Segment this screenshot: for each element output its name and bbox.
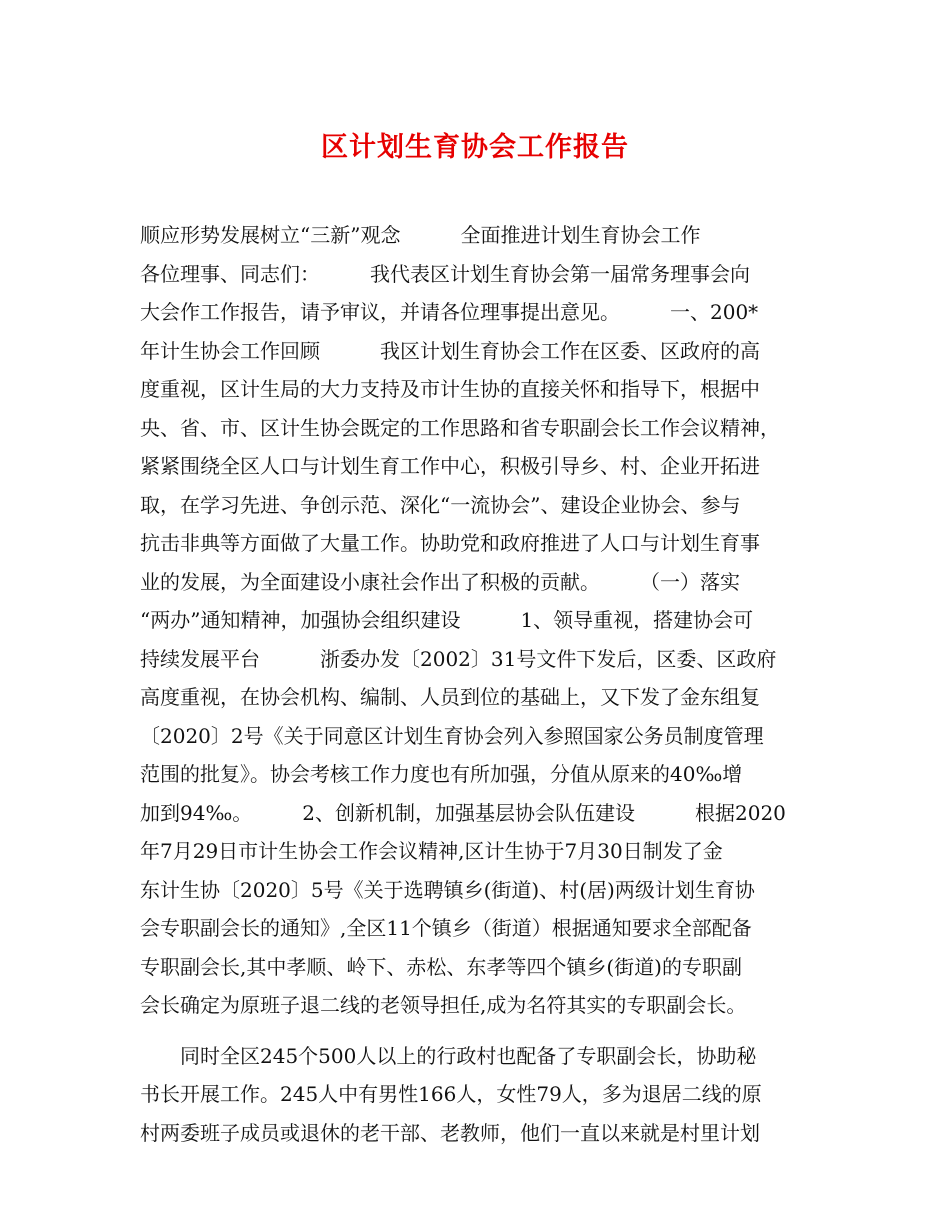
- body-line: 范围的批复》。协会考核工作力度也有所加强，分值从原来的40‰增: [140, 762, 743, 786]
- body-line: 高度重视，在协会机构、编制、人员到位的基础上，又下发了金东组复: [140, 685, 760, 709]
- body-line: 会长确定为原班子退二线的老领导担任,成为名符其实的专职副会长。: [140, 993, 747, 1017]
- body-line: 村两委班子成员或退休的老干部、老教师，他们一直以来就是村里计划: [140, 1120, 760, 1145]
- body-line: 大会作工作报告，请予审议，并请各位理事提出意见。 一、200*: [140, 300, 759, 324]
- body-line: 〔2020〕2号《关于同意区计划生育协会列入参照国家公务员制度管理: [140, 723, 764, 748]
- body-line: 持续发展平台 浙委办发〔2002〕31号文件下发后，区委、区政府: [140, 646, 777, 671]
- body-line: 抗击非典等方面做了大量工作。协助党和政府推进了人口与计划生育事: [140, 531, 760, 555]
- body-line: 专职副会长,其中孝顺、岭下、赤松、东孝等四个镇乡(街道)的专职副: [140, 954, 742, 979]
- body-line: 会专职副会长的通知》,全区11个镇乡（街道）根据通知要求全部配备: [140, 916, 752, 940]
- body-line: 业的发展，为全面建设小康社会作出了积极的贡献。 （一）落实: [140, 569, 740, 594]
- body-line: 书长开展工作。245人中有男性166人，女性79人，多为退居二线的原: [140, 1082, 762, 1106]
- body-line: 年计生协会工作回顾 我区计划生育协会工作在区委、区政府的高: [140, 338, 760, 363]
- body-line: 顺应形势发展树立“三新”观念 全面推进计划生育协会工作: [140, 223, 701, 247]
- body-line: “两办”通知精神，加强协会组织建设 1、领导重视，搭建协会可: [140, 608, 754, 632]
- body-line: 年7月29日市计生协会工作会议精神,区计生协于7月30日制发了金: [140, 839, 723, 863]
- body-line: 度重视，区计生局的大力支持及市计生协的直接关怀和指导下，根据中: [140, 377, 760, 401]
- body-line: 取，在学习先进、争创示范、深化“一流协会”、建设企业协会、参与: [140, 492, 741, 517]
- document-body: [140, 216, 812, 1152]
- body-line: 紧紧围绕全区人口与计划生育工作中心，积极引导乡、村、企业开拓进: [140, 454, 760, 478]
- body-line: 东计生协〔2020〕5号《关于选聘镇乡(街道)、村(居)两级计划生育协: [140, 877, 755, 902]
- body-line: 加到94‰。 2、创新机制，加强基层协会队伍建设 根据2020: [140, 800, 786, 825]
- document-title: 区计划生育协会工作报告: [321, 132, 629, 163]
- body-line: 央、省、市、区计生协会既定的工作思路和省专职副会长工作会议精神，: [140, 415, 780, 440]
- body-line: 同时全区245个500人以上的行政村也配备了专职副会长，协助秘: [140, 1043, 757, 1068]
- body-line: 各位理事、同志们： 我代表区计划生育协会第一届常务理事会向: [140, 261, 750, 286]
